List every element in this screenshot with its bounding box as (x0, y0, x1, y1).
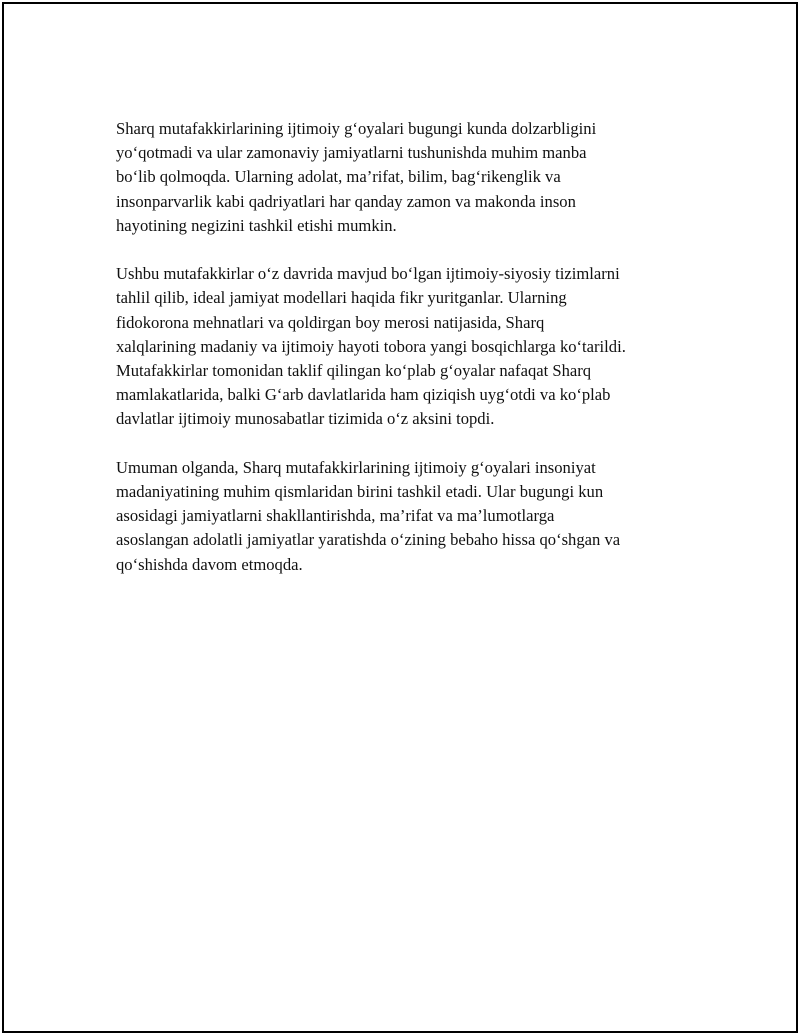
text-line: Mutafakkirlar tomonidan taklif qilingan ko‘plab g‘oyalar nafaqat Sharq (116, 361, 592, 381)
document-body (116, 117, 696, 601)
text-line: Umuman olganda, Sharq mutafakkirlarining ijtimoiy g‘oyalari insoniyat (116, 457, 596, 477)
text-line: hayotining negizini tashkil etishi mumkin. (116, 215, 397, 235)
text-line: asosidagi jamiyatlarni shakllantirishda, ma’rifat va ma’lumotlarga (116, 506, 555, 526)
text-line: fidokorona mehnatlari va qoldirgan boy merosi natijasida, Sharq (116, 312, 545, 332)
text-line: Sharq mutafakkirlarining ijtimoiy g‘oyalari bugungi kunda dolzarbligini (116, 119, 597, 138)
paragraph-3 (116, 456, 696, 577)
text-line: mamlakatlarida, balki G‘arb davlatlarida ham qiziqish uyg‘otdi va ko‘plab (116, 385, 611, 405)
text-line: yo‘qotmadi va ular zamonaviy jamiyatlarni tushunishda muhim manba (116, 143, 587, 163)
text-line: madaniyatining muhim qismlaridan birini tashkil etadi. Ular bugungi kun (116, 482, 604, 502)
text-line: tahlil qilib, ideal jamiyat modellari haqida fikr yuritganlar. Ularning (116, 288, 567, 308)
paragraph-2 (116, 262, 696, 431)
paragraph-1 (116, 117, 696, 238)
text-line: qo‘shishda davom etmoqda. (116, 554, 303, 574)
text-line: bo‘lib qolmoqda. Ularning adolat, ma’rifat, bilim, bag‘rikenglik va (116, 167, 561, 187)
text-line: Ushbu mutafakkirlar o‘z davrida mavjud bo‘lgan ijtimoiy-siyosiy tizimlarni (116, 264, 620, 284)
text-line: davlatlar ijtimoiy munosabatlar tizimida o‘z aksini topdi. (116, 409, 495, 429)
text-line: xalqlarining madaniy va ijtimoiy hayoti tobora yangi bosqichlarga ko‘tarildi. (116, 336, 626, 356)
text-line: insonparvarlik kabi qadriyatlari har qanday zamon va makonda inson (116, 191, 576, 211)
text-line: asoslangan adolatli jamiyatlar yaratishda o‘zining bebaho hissa qo‘shgan va (116, 530, 621, 550)
